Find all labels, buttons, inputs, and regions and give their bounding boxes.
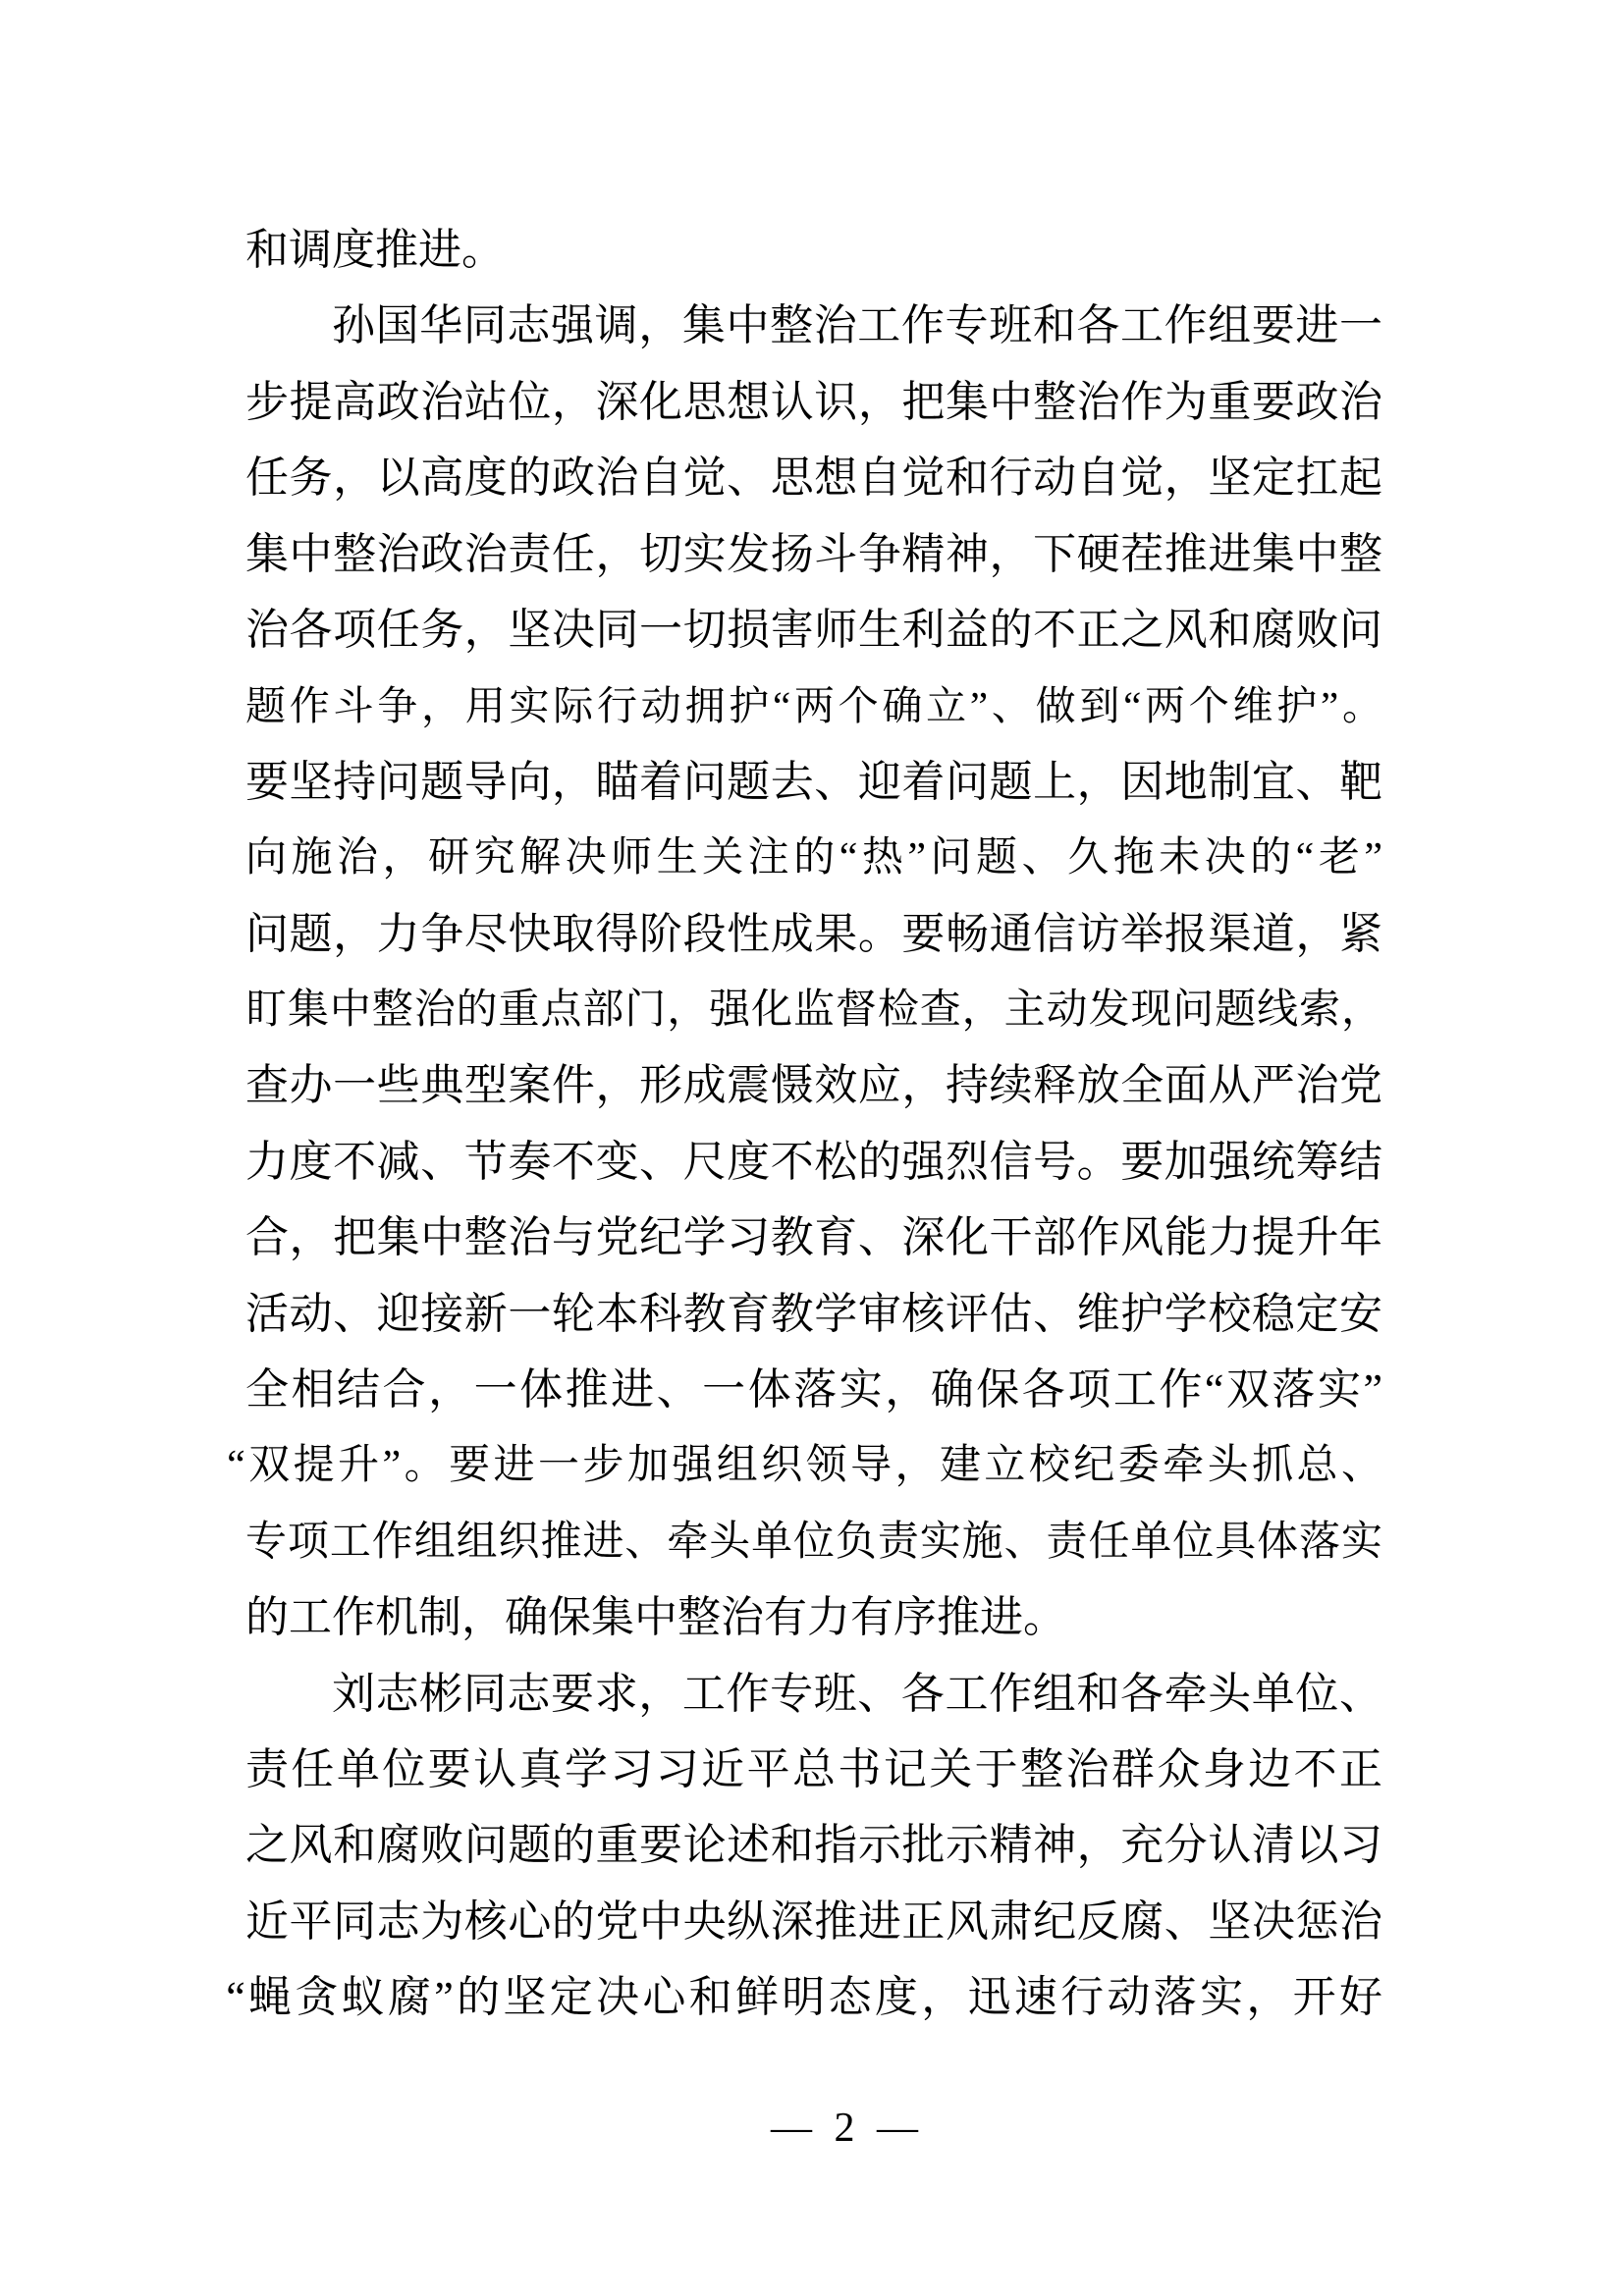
text-line: 活动、迎接新一轮本科教育教学审核评估、维护学校稳定安 [245,1289,1382,1338]
text-line: 治各项任务，坚决同一切损害师生利益的不正之风和腐败问 [245,606,1382,654]
text-line: 专项工作组组织推进、牵头单位负责实施、责任单位具体落实 [245,1519,1382,1565]
text-line: 责任单位要认真学习习近平总书记关于整治群众身边不正 [245,1745,1382,1793]
text-line: “双提升”。要进一步加强组织领导，建立校纪委牵头抓总、 [227,1443,1382,1489]
text-line: 任务，以高度的政治自觉、思想自觉和行动自觉，坚定扛起 [245,454,1382,503]
text-line: 力度不减、节奏不变、尺度不松的强烈信号。要加强统筹结 [245,1137,1382,1186]
text-line: 近平同志为核心的党中央纵深推进正风肃纪反腐、坚决惩治 [245,1896,1382,1946]
text-line: 刘志彬同志要求，工作专班、各工作组和各牵头单位、 [332,1669,1382,1718]
text-line: 集中整治政治责任，切实发扬斗争精神，下硬茬推进集中整 [245,529,1382,578]
text-line: “蝇贪蚁腐”的坚定决心和鲜明态度，迅速行动落实，开好 [226,1973,1382,2022]
text-line: 步提高政治站位，深化思想认识，把集中整治作为重要政治 [245,377,1382,426]
text-line: 问题，力争尽快取得阶段性成果。要畅通信访举报渠道，紧 [245,909,1382,958]
text-line: 题作斗争，用实际行动拥护“两个确立”、做到“两个维护”。 [245,683,1382,729]
text-line: 的工作机制，确保集中整治有力有序推进。 [245,1593,1066,1642]
text-line: 查办一些典型案件，形成震慑效应，持续释放全面从严治党 [245,1061,1382,1110]
text-line: 之风和腐败问题的重要论述和指示批示精神，充分认清以习 [245,1821,1382,1870]
text-line: 向施治，研究解决师生关注的“热”问题、久拖未决的“老” [245,835,1382,881]
text-line: 盯集中整治的重点部门，强化监督检查，主动发现问题线索， [245,988,1382,1033]
text-line: 和调度推进。 [245,226,505,274]
text-line: 要坚持问题导向，瞄着问题去、迎着问题上，因地制宜、靶 [245,757,1382,806]
text-line: 全相结合，一体推进、一体落实，确保各项工作“双落实” [245,1365,1382,1414]
text-line: 合，把集中整治与党纪学习教育、深化干部作风能力提升年 [245,1213,1382,1262]
page-footer: — 2 — [771,2106,924,2151]
text-line: 孙国华同志强调，集中整治工作专班和各工作组要进一 [332,301,1382,350]
